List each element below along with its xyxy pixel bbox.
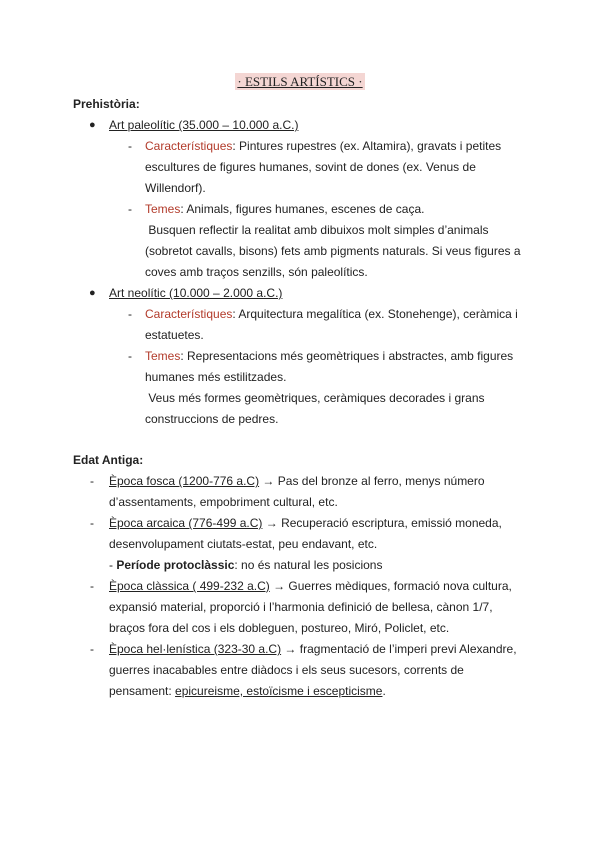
archaic-item: Època arcaica (776-499 a.C) → Recuperació escriptura, emissió moneda, (109, 516, 502, 530)
dash-marker: - (128, 349, 132, 363)
dark-age-item: Època fosca (1200-776 a.C) → Pas del bronze al ferro, menys número (109, 474, 485, 488)
neolithic-characteristics: Característiques: Arquitectura megalítica (ex. Stonehenge), ceràmica i (145, 307, 518, 321)
section-heading-antiquity: Edat Antiga: (73, 453, 144, 467)
neolithic-label: Art neolític (10.000 – 2.000 a.C.) (109, 286, 283, 300)
hellenistic-line3: pensament: epicureisme, estoïcisme i escepticisme. (109, 684, 386, 698)
paleolithic-characteristics-line2: escultures de figures humanes, sovint de dones (ex. Venus de (145, 160, 476, 174)
neolithic-note-line2: construccions de pedres. (145, 412, 279, 426)
paleolithic-note-line1: Busquen reflectir la realitat amb dibuixos molt simples d’animals (145, 223, 489, 237)
dark-age-line2: d’assentaments, empobriment cultural, etc. (109, 495, 338, 509)
dash-marker: - (90, 642, 94, 656)
paleolithic-characteristics-line3: Willendorf). (145, 181, 206, 195)
classical-line2: expansió material, proporció i l’harmonia definició de bellesa, cànon 1/7, (109, 600, 493, 614)
characteristics-label: Característiques (145, 307, 233, 321)
dash-marker: - (128, 307, 132, 321)
classical-label: Època clàssica ( 499-232 a.C) (109, 579, 270, 593)
paleolithic-label: Art paleolític (35.000 – 10.000 a.C.) (109, 118, 299, 132)
bullet-marker: ● (89, 287, 96, 299)
protoclassic-item: - Període protoclàssic: no és natural les posicions (109, 558, 383, 572)
themes-label: Temes (145, 349, 181, 363)
dark-age-label: Època fosca (1200-776 a.C) (109, 474, 260, 488)
themes-label: Temes (145, 202, 181, 216)
bullet-marker: ● (89, 119, 96, 131)
dash-marker: - (90, 579, 94, 593)
neolithic-characteristics-line2: estatuetes. (145, 328, 204, 342)
paleolithic-characteristics: Característiques: Pintures rupestres (ex. Altamira), gravats i petites (145, 139, 502, 153)
hellenistic-line2: guerres inacabables entre diàdocs i els seus sucesors, corrents de (109, 663, 464, 677)
paleolithic-note-line2: (sobretot cavalls, bisons) fets amb pigments naturals. Si veus figures a (145, 244, 521, 258)
paleolithic-themes: Temes: Animals, figures humanes, escenes de caça. (145, 202, 425, 216)
paleolithic-note-line3: coves amb traços senzills, són paleolítics. (145, 265, 368, 279)
archaic-label: Època arcaica (776-499 a.C) (109, 516, 263, 530)
archaic-line2: desenvolupament ciutats-estat, peu endavant, etc. (109, 537, 378, 551)
dash-marker: - (128, 202, 132, 216)
hellenistic-label: Època hel·lenística (323-30 a.C) (109, 642, 282, 656)
neolithic-note-line1: Veus més formes geomètriques, ceràmiques decorades i grans (145, 391, 485, 405)
characteristics-label: Característiques (145, 139, 233, 153)
neolithic-themes: Temes: Representacions més geomètriques i abstractes, amb figures (145, 349, 514, 363)
philosophical-schools: epicureisme, estoïcisme i escepticisme (175, 684, 383, 698)
title-container (0, 73, 600, 90)
dash-marker: - (90, 474, 94, 488)
dash-marker: - (90, 516, 94, 530)
classical-line3: braços fora del cos i els dobleguen, postureo, Miró, Policlet, etc. (109, 621, 450, 635)
dash-marker: - (128, 139, 132, 153)
document-title: · ESTILS ARTÍSTICS · (237, 74, 363, 89)
section-heading-prehistory: Prehistòria: (73, 97, 140, 111)
hellenistic-item: Època hel·lenística (323-30 a.C) → fragmentació de l’imperi previ Alexandre, (109, 642, 517, 656)
protoclassic-label: Període protoclàssic (116, 558, 235, 572)
classical-item: Època clàssica ( 499-232 a.C) → Guerres mèdiques, formació nova cultura, (109, 579, 512, 593)
neolithic-themes-line2: humanes més estilitzades. (145, 370, 287, 384)
